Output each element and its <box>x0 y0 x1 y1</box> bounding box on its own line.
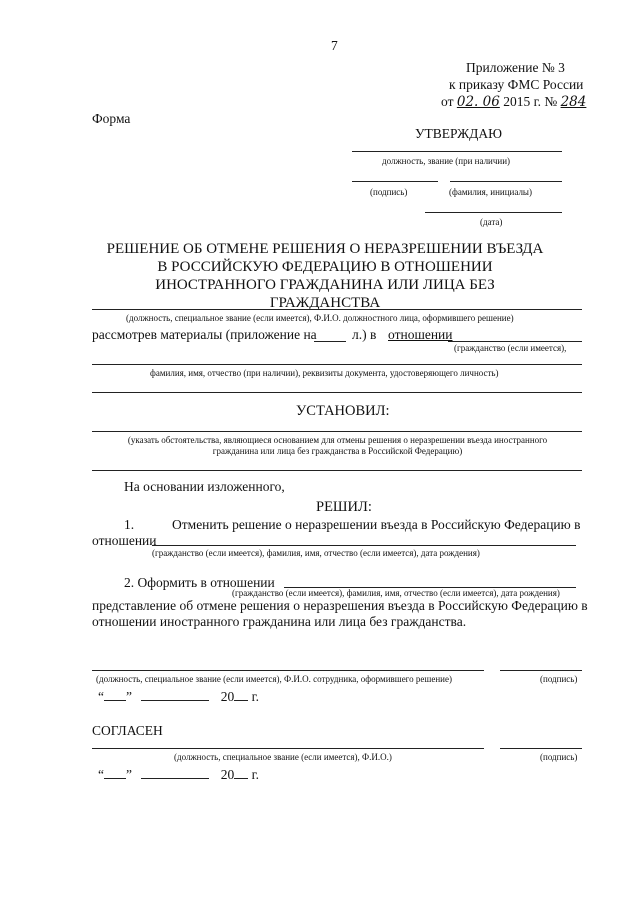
circumstances-line <box>92 431 582 432</box>
reviewed-text: рассмотрев материалы (приложение на <box>92 327 317 342</box>
officer-line <box>92 670 484 671</box>
person-line-2 <box>92 392 582 393</box>
agreed-caption: (должность, специальное звание (если имеется), Ф.И.О.) <box>174 752 392 762</box>
date2-year-prefix: 20 <box>220 767 235 782</box>
circumstances-line-2 <box>92 470 582 471</box>
date2-quote-close: ” <box>126 767 132 782</box>
item1-blank-line <box>152 545 576 546</box>
date1-quote-open: “ <box>98 689 104 704</box>
approve-position-caption: должность, звание (при наличии) <box>382 156 511 166</box>
agreed-signature-caption: (подпись) <box>540 752 578 762</box>
date1-quote-close: ” <box>126 689 132 704</box>
item2-text: 2. Оформить в отношении <box>124 575 275 590</box>
form-label: Форма <box>92 111 131 126</box>
circumstances-caption: (указать обстоятельства, являющиеся основанием для отмены решения о неразрешении въезда иностранного гражданина или лица без гражданства в Российской Федерацию) <box>127 435 548 456</box>
approve-signature-caption: (подпись) <box>370 187 408 197</box>
pages-blank-line <box>314 341 346 342</box>
item2-para2: отношении иностранного гражданина или лица без гражданства. <box>92 614 467 629</box>
official-caption: (должность, специальное звание (если имеется), Ф.И.О. должностного лица, оформившего решение) <box>126 313 514 323</box>
date2-year-suffix: г. <box>251 767 260 782</box>
approve-date-caption: (дата) <box>480 217 503 227</box>
item1-caption: (гражданство (если имеется), фамилия, имя, отчество (если имеется), дата рождения) <box>152 548 480 558</box>
officer-caption: (должность, специальное звание (если имеется), Ф.И.О. сотрудника, оформившего решение) <box>96 674 452 684</box>
official-line <box>92 309 582 310</box>
approve-date-line <box>425 212 562 213</box>
date2-year-blank <box>234 778 248 779</box>
established-heading: УСТАНОВИЛ: <box>296 403 390 419</box>
appendix-order-number: 284 <box>560 94 587 110</box>
citizenship-caption: (гражданство (если имеется), <box>454 343 567 353</box>
reviewed-text-b: л.) в <box>352 327 377 342</box>
appendix-date-handwritten: 02. 06 <box>456 94 500 110</box>
decided-heading: РЕШИЛ: <box>316 499 372 515</box>
item1-text: Отменить решение о неразрешении въезда в Российскую Федерацию в <box>172 517 581 532</box>
item1-cont: отношении <box>92 533 157 548</box>
person-caption: фамилия, имя, отчество (при наличии), реквизиты документа, удостоверяющего личность) <box>150 368 499 378</box>
appendix-date-year: 2015 г. № <box>503 94 558 109</box>
on-basis-text: На основании изложенного, <box>124 479 285 494</box>
date1-month-blank <box>141 700 209 701</box>
appendix-date-prefix: от <box>441 94 454 109</box>
document-title: РЕШЕНИЕ ОБ ОТМЕНЕ РЕШЕНИЯ О НЕРАЗРЕШЕНИИ ВЪЕЗДА В РОССИЙСКУЮ ФЕДЕРАЦИЮ В ОТНОШЕНИИ ИНОСТРАННОГО ГРАЖДАНИНА ИЛИ ЛИЦА БЕЗ ГРАЖДАНСТВА <box>106 241 544 311</box>
date1-day-blank <box>104 700 126 701</box>
date-row-1 <box>98 689 259 705</box>
item2-caption: (гражданство (если имеется), фамилия, имя, отчество (если имеется), дата рождения) <box>232 588 560 598</box>
date1-year-blank <box>234 700 248 701</box>
item1-number: 1. <box>124 517 135 532</box>
person-line <box>92 364 582 365</box>
page-number: 7 <box>331 38 338 53</box>
approve-title: УТВЕРЖДАЮ <box>415 126 503 141</box>
reviewed-text-c: отношении <box>388 327 453 342</box>
approve-name-caption: (фамилия, инициалы) <box>449 187 532 197</box>
date2-month-blank <box>141 778 209 779</box>
appendix-line1: Приложение № 3 <box>466 60 565 75</box>
appendix-date-line <box>441 94 586 110</box>
date2-quote-open: “ <box>98 767 104 782</box>
approve-name-line <box>450 181 562 182</box>
approve-position-line <box>352 151 562 152</box>
agreed-signature-line <box>500 748 582 749</box>
date-row-2 <box>98 767 259 783</box>
agreed-heading: СОГЛАСЕН <box>92 723 163 738</box>
item2-para1: представление об отмене решения о неразрешения въезда в Российскую Федерацию в <box>92 598 588 613</box>
officer-signature-line <box>500 670 582 671</box>
approve-signature-line <box>352 181 438 182</box>
officer-signature-caption: (подпись) <box>540 674 578 684</box>
date2-day-blank <box>104 778 126 779</box>
date1-year-prefix: 20 <box>220 689 235 704</box>
appendix-line2: к приказу ФМС России <box>449 77 584 92</box>
date1-year-suffix: г. <box>251 689 260 704</box>
reviewed-blank-line <box>448 341 582 342</box>
agreed-line <box>92 748 484 749</box>
